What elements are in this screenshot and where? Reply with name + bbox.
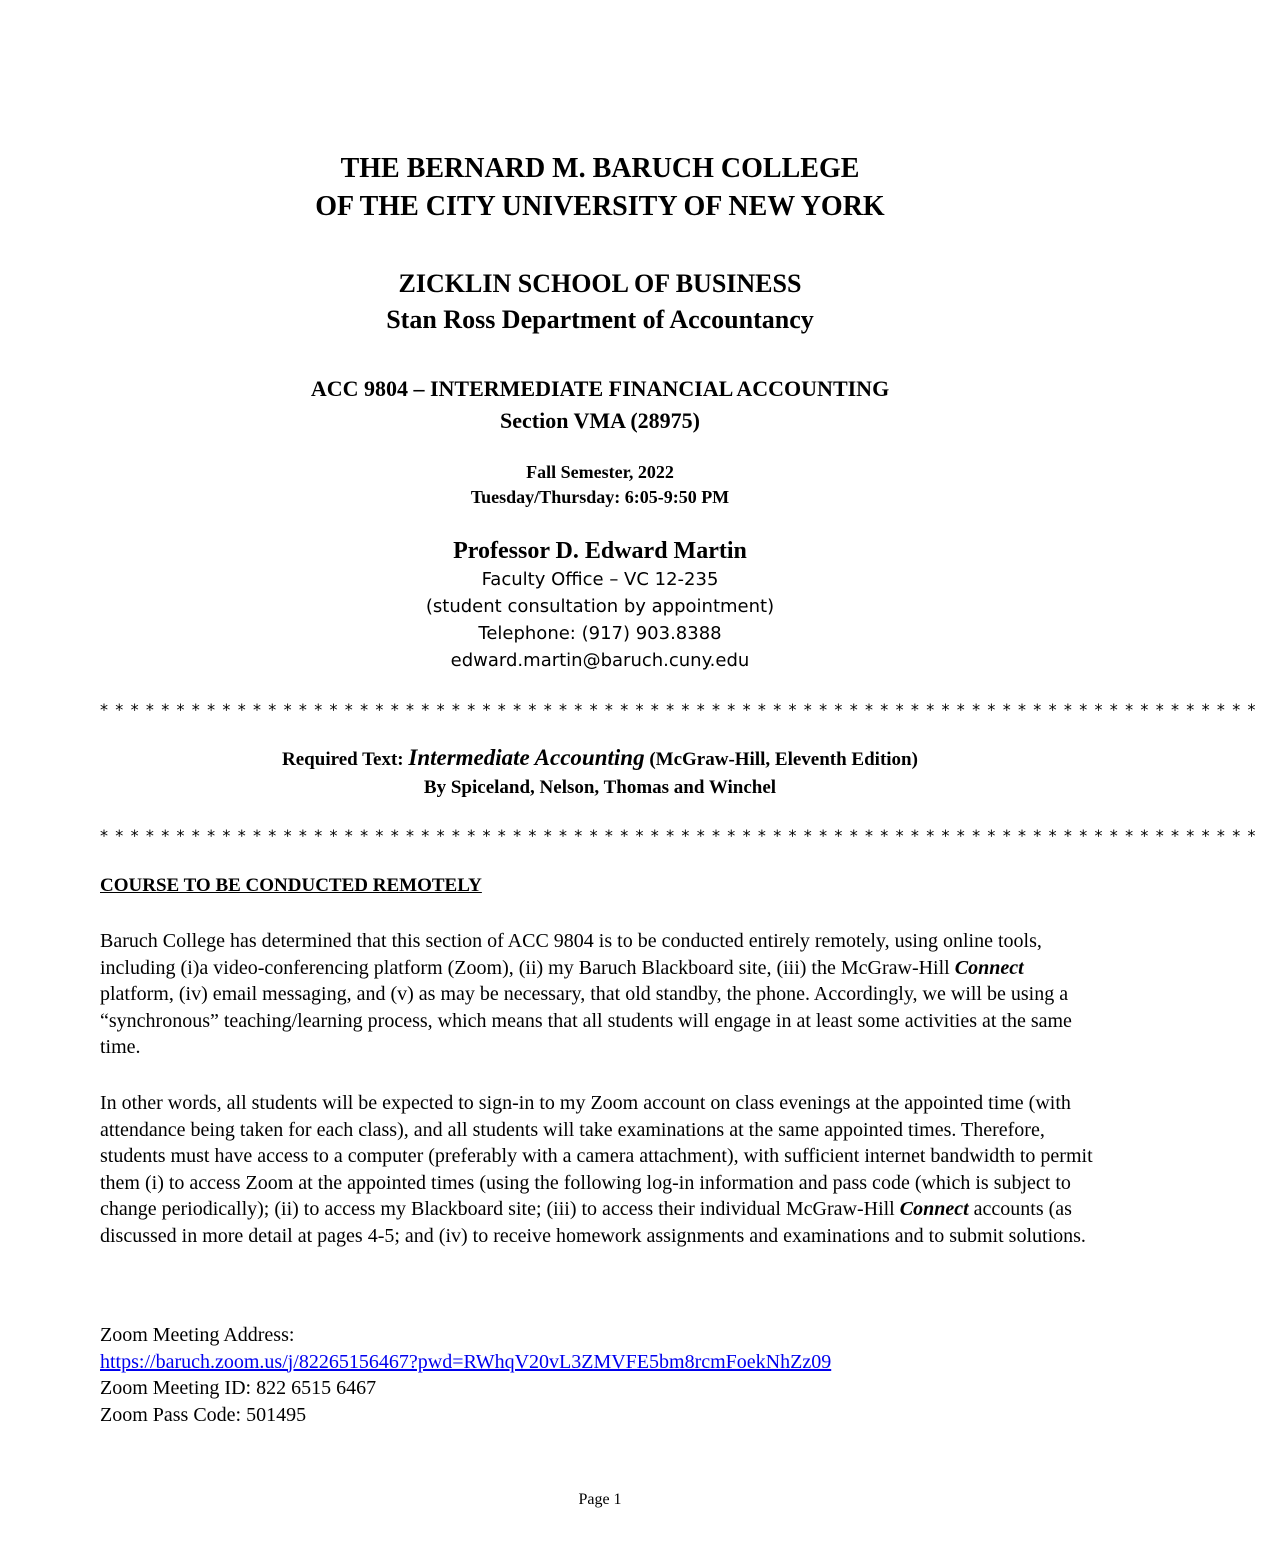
faculty-office: Faculty Office – VC 12-235 [481,569,719,590]
required-text-block [0,744,1200,802]
school-block [0,266,1200,338]
book-title: Intermediate Accounting [408,745,645,770]
paragraph-1-text-a: Baruch College has determined that this section of ACC 9804 is to be conducted entirely remotely, using online tools, including (i)a video-conferencing platform (Zoom), (ii) my Baruch Blackboard site, (iii) the McGraw-Hill [100,930,1042,979]
course-block [0,373,1200,437]
zoom-pass-code: Zoom Pass Code: 501495 [100,1403,307,1426]
publisher: (McGraw-Hill, Eleventh Edition) [649,749,918,770]
page-number: Page 1 [578,1491,622,1508]
schedule-block [0,460,1200,510]
college-line-1: THE BERNARD M. BARUCH COLLEGE [340,153,860,184]
zoom-meeting-id: Zoom Meeting ID: 822 6515 6467 [100,1377,377,1399]
paragraph-2-text-a: In other words, all students will be expected to sign-in to my Zoom account on class evenings at the appointed time (with attendance being taken for each class), and all students will take examinations at the same appointed times. Therefore, students must have access to a computer (preferably with a camera attachment), with sufficient internet bandwidth to permit them (i) to access Zoom at the appointed times (using the following log-in information and pass code (which is subject to change periodically); (ii) to access my Blackboard site; (iii) to access their individual McGraw-Hill [100,1092,1093,1220]
paragraph-2-text-b: accounts (as discussed in more detail at pages 4-5; and (iv) to receive homework assignments and examinations and to submit solutions. [100,1198,1086,1247]
semester: Fall Semester, 2022 [526,462,674,482]
zoom-meeting-link[interactable]: https://baruch.zoom.us/j/82265156467?pwd=RWhqV20vL3ZMVFE5bm8rcmFoekNhZz09 [100,1350,832,1373]
paragraph-1 [100,928,1100,1061]
book-authors: By Spiceland, Nelson, Thomas and Winchel [423,777,777,798]
divider-top: **************************************************************************** [100,700,1263,719]
professor-block [0,536,1200,674]
paragraph-2 [100,1090,1100,1249]
section-heading: COURSE TO BE CONDUCTED REMOTELY [100,875,482,896]
zoom-info [100,1322,831,1428]
divider-bottom: **************************************************************************** [100,826,1263,845]
professor-name: Professor D. Edward Martin [453,538,747,564]
required-text-line [0,744,1200,774]
email: edward.martin@baruch.cuny.edu [450,650,750,671]
course-title: ACC 9804 – INTERMEDIATE FINANCIAL ACCOUNTING [310,376,890,401]
connect-emphasis-2: Connect [899,1198,969,1220]
course-section: Section VMA (28975) [499,408,701,433]
college-line-2: OF THE CITY UNIVERSITY OF NEW YORK [315,191,885,222]
school-name: ZICKLIN SCHOOL OF BUSINESS [398,269,802,298]
paragraph-1-text-b: platform, (iv) email messaging, and (v) as may be necessary, that old standby, the phone. Accordingly, we will be using a “synchronous” teaching/learning process, which means that all students will engage in at least some activities at the same time. [100,983,1072,1058]
zoom-address-label: Zoom Meeting Address: [100,1324,295,1346]
consultation-note: (student consultation by appointment) [425,596,775,617]
college-title [0,150,1200,226]
required-text-label: Required Text: [282,749,404,770]
connect-emphasis-1: Connect [954,956,1024,979]
telephone: Telephone: (917) 903.8388 [478,623,722,644]
department-name: Stan Ross Department of Accountancy [386,305,814,334]
class-schedule: Tuesday/Thursday: 6:05-9:50 PM [470,487,730,507]
